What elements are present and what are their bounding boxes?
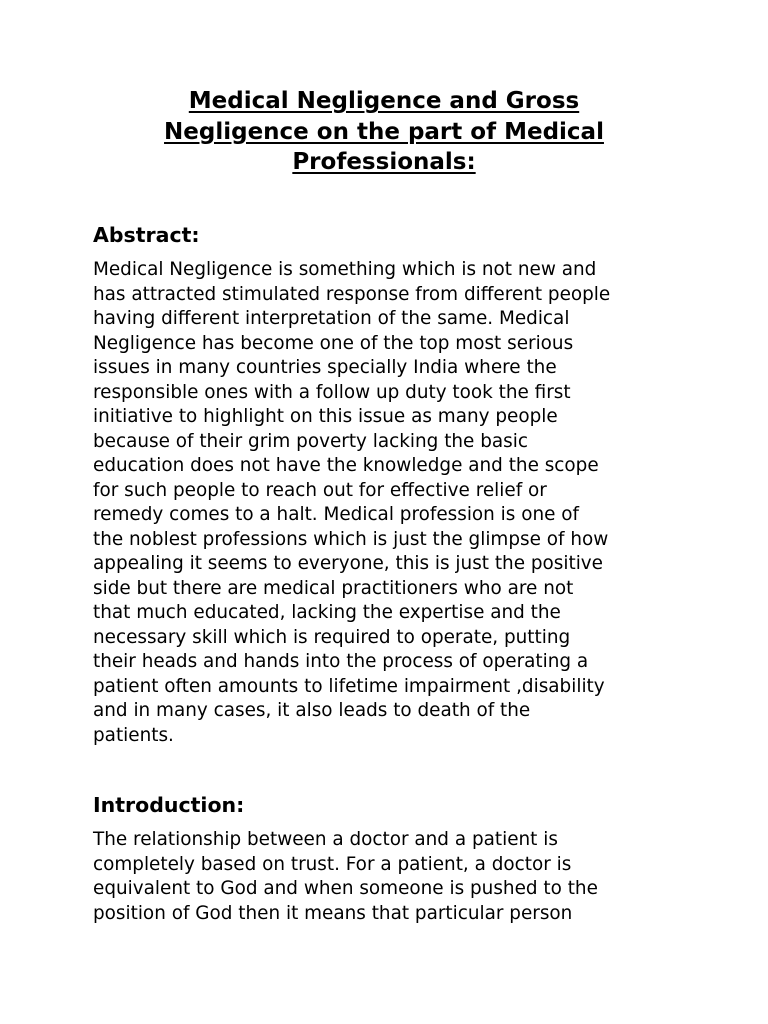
paragraph-line: completely based on trust. For a patient, a doctor is (93, 853, 572, 875)
paragraph-line: position of God then it means that particular person (93, 902, 573, 924)
abstract-paragraph (93, 258, 693, 748)
paragraph-line: remedy comes to a halt. Medical profession is one of (93, 504, 580, 525)
paragraph-line: side but there are medical practitioners who are not (93, 577, 574, 599)
paragraph-line: having different interpretation of the same. Medical (93, 308, 570, 329)
paragraph-line: necessary skill which is required to operate, putting (93, 626, 571, 648)
paragraph-line: issues in many countries specially India where the (93, 357, 557, 378)
paragraph-line: the noblest professions which is just the glimpse of how (93, 528, 609, 550)
paragraph-line: responsible ones with a follow up duty took the first (93, 381, 571, 403)
paragraph-line: their heads and hands into the process of operating a (93, 651, 589, 672)
paragraph-line: has attracted stimulated response from different people (93, 283, 611, 305)
paragraph-line: patient often amounts to lifetime impairment ,disability (93, 675, 605, 697)
title-line: Negligence on the part of Medical (164, 118, 604, 145)
paragraph-line: appealing it seems to everyone, this is just the positive (93, 553, 603, 574)
paragraph-line: initiative to highlight on this issue as many people (93, 406, 558, 427)
paragraph-line: equivalent to God and when someone is pushed to the (93, 878, 598, 899)
paragraph-line: for such people to reach out for effective relief or (93, 479, 547, 501)
paragraph-line: Negligence has become one of the top most serious (93, 332, 574, 354)
title-line: Professionals: (292, 149, 476, 175)
paragraph-line: patients. (93, 724, 174, 746)
introduction-paragraph (93, 828, 693, 926)
title-line: Medical Negligence and Gross (188, 88, 580, 114)
paragraph-line: and in many cases, it also leads to death of the (93, 700, 531, 721)
paragraph-line: The relationship between a doctor and a patient is (93, 829, 558, 850)
paragraph-line: that much educated, lacking the expertise and the (93, 602, 561, 623)
introduction-heading: Introduction: (93, 793, 245, 817)
paragraph-line: Medical Negligence is something which is not new and (93, 259, 597, 280)
paragraph-line: education does not have the knowledge and the scope (93, 455, 599, 476)
paragraph-line: because of their grim poverty lacking the basic (93, 430, 528, 452)
document-title (100, 86, 668, 178)
abstract-heading: Abstract: (93, 223, 200, 247)
